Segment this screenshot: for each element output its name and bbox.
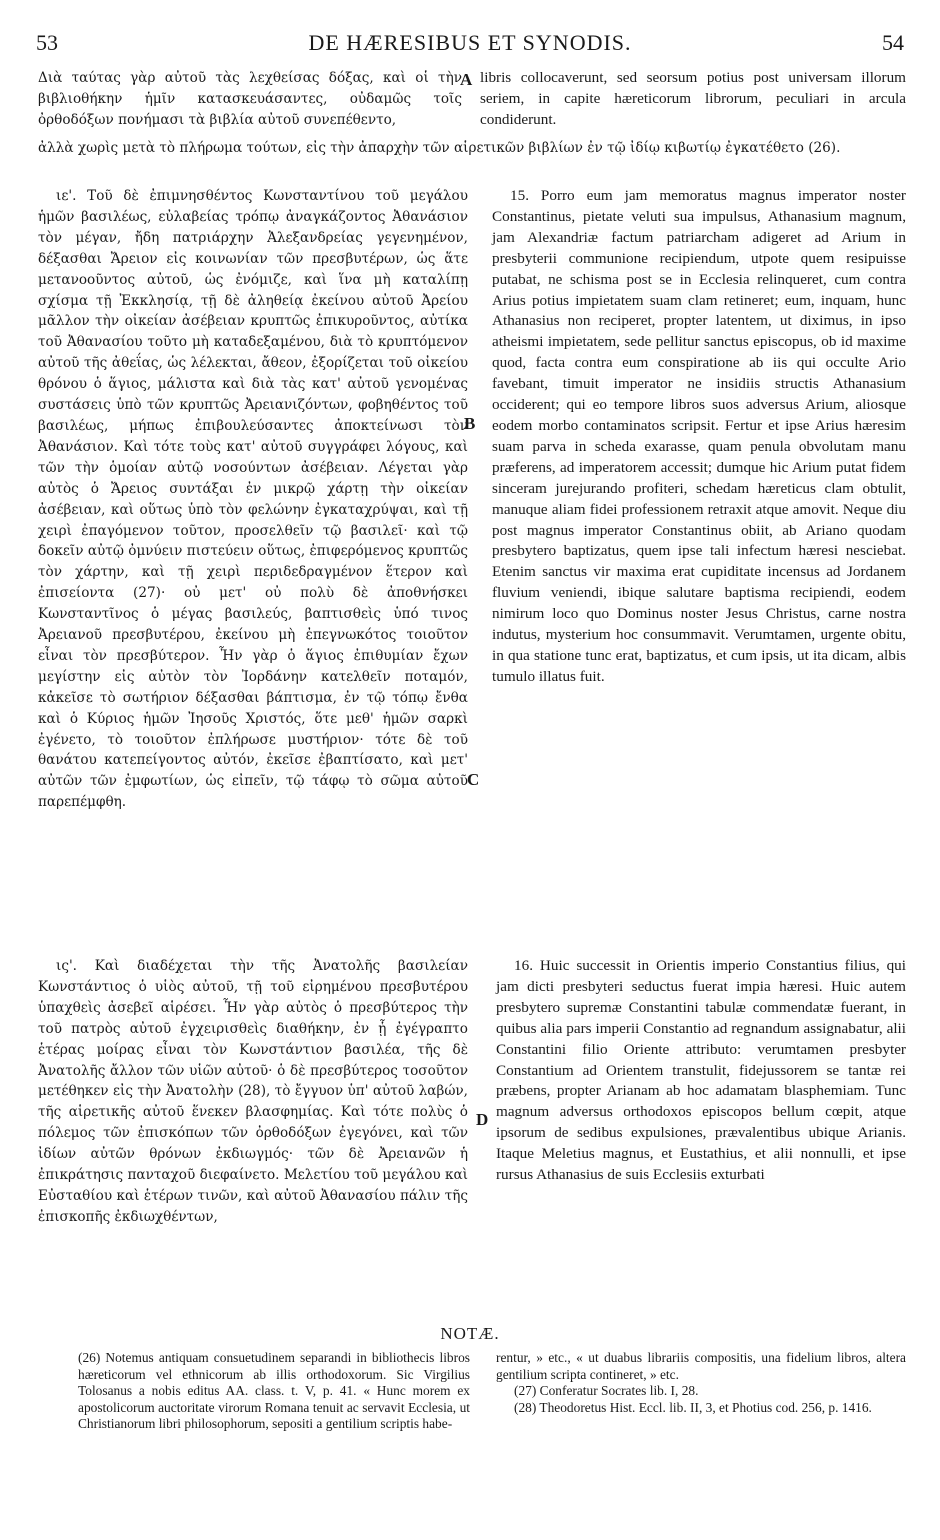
greek-section-16 [38, 956, 468, 1228]
note-28: (28) Theodoretus Hist. Eccl. lib. II, 3, et Photius cod. 256, p. 1416. [514, 1399, 872, 1415]
greek-15-text: ιε'. Τοῦ δὲ ἐπιμνησθέντος Κωνσταντίνου τοῦ μεγάλου ἡμῶν βασιλέως, εὐλαβείας τρόπῳ ἀναγκάζοντος Ἀθανάσιον τὸν μέγαν, ἤδη πατριάρχην Ἀλεξανδρείας γεγενημένον, δέξασθαι Ἄρειον εἰς κοινωνίαν τῶν πρεσβυτέρων, ὡς ἅτε μετανοοῦντος αὐτοῦ, ὡς ἐνόμιζε, καὶ ἵνα μὴ καταλίπῃ σχίσμα τῇ Ἐκκλησίᾳ, τῇ δὲ ἀληθείᾳ ἐκείνου αὐτοῦ Ἀρείου μᾶλλον τὴν οἰκείαν ἀσέβειαν κρυπτῶς ἐπικυροῦντος, αὐτίκα τοῦ Ἀθανασίου τοῦτο μὴ καταδεξαμένου, διὰ τὸ κρυπτόμενον αὐτοῦ τῆς ἀθεΐας, ὡς λέλεκται, ἄθεον, ἐξορίζεται τοῦ οἰκείου θρόνου ὁ ἅγιος, μάλιστα καὶ διὰ τὰς κατ' αὐτοῦ γενομένας συστάσεις ὑπὸ τῶν κρυπτῶς Ἀρειανιζόντων, φοβηθέντος τοῦ βασιλέως, μήπως ἐπιβουλεύσαντες ἀποκτείνωσι τὸν Ἀθανάσιον. Καὶ τότε τοὺς κατ' αὐτοῦ συγγράφει λόγους, καὶ τῶν τὴν ὁμοίαν αὐτῷ νοσούντων ἀσέβειαν. Λέγεται γὰρ αὐτὸς ὁ Ἄρειος συντάξαι ἐν μικρῷ χάρτῃ τὴν οἰκείαν ἀσέβειαν, καὶ οὕτως ὑπὸ τὸν φελώνην ἐγκαταχρύψαι, καὶ τῇ χειρὶ ἐπαγόμενον τοῦτον, προσελθεῖν τῷ βασιλεῖ· καὶ τῷ δοκεῖν αὐτῷ ὀμνύειν πιστεύειν οὕτως, ἐπιφερόμενος κρυπτῶς τὸν χάρτην, καὶ τῇ χειρὶ περιδεδραγμένον ἕτερον καὶ ἐπισείοντα (27)· οὐ μετ' οὐ πολὺ δὲ ἀποθνήσκει Κωνσταντῖνος ὁ μέγας βασιλεύς, βαπτισθεὶς ὑπό τινος Ἀρειανοῦ πρεσβυτέρου, ἐκείνου μὴ ἐπεγνωκότος τοιοῦτον εἶναι τὸν πρεσβύτερον. Ἦν γὰρ ὁ ἅγιος ἐπιθυμίαν ἔχων μεγίστην εἰς αὐτὸν τὸν Ἰορδάνην κατελθεῖν ποταμόν, κἀκεῖσε τὸ σωτήριον δέξασθαι βάπτισμα, ἐν τῷ τόπῳ ἔνθα καὶ ὁ Κύριος ἡμῶν Ἰησοῦς Χριστός, ὅτε μεθ' ἡμῶν σαρκὶ ἐγένετο, τὸ τοιοῦτον ἐπλήρωσε μυστήριον· τότε δὲ τοῦ θανάτου κατεπείγοντος αὐτόν, ἐκεῖσε ἐβαπτίσατο, καὶ μετ' αὐτῶν τῶν ἐμφωτίων, ὡς εἰπεῖν, τῷ τάφῳ τὸ σῶμα αὐτοῦ παρεπέμφθη. [38, 188, 468, 811]
note-26 [78, 1350, 470, 1433]
greek-16-text: ις'. Καὶ διαδέχεται τὴν τῆς Ἀνατολῆς βασιλείαν Κωνστάντιος ὁ υἱὸς αὐτοῦ, τῇ τοῦ εἰρημένου πρεσβυτέρου ὑπαχθεὶς ἀσεβεῖ αἱρέσει. Ἦν γὰρ αὐτὸς ὁ πρεσβύτερος τὴν τοῦ πατρὸς αὐτοῦ ἐγχειρισθεὶς διαθήκην, ἐν ᾗ ἐγέγραπτο ἑτέρας μοίρας εἶναι τὸν Κωνστάντιον βασιλέα, τῆς δὲ Ἀνατολῆς ἄλλον τῶν υἱῶν αὐτοῦ· ὁ δὲ πρεσβύτερος τοσοῦτον μετέθηκεν εἰς τὴν Ἀνατολὴν (28), τὸ ἔγγυον ὑπ' αὐτοῦ λαβών, τῆς αἱρετικῆς αὐτοῦ ἕνεκεν βλασφημίας. Καὶ τότε πολὺς ὁ πόλεμος τῶν ἐπισκόπων τῶν ὀρθοδόξων ἐγεγόνει, καὶ τῶν ἰδίων αὐτῶν θρόνων ἐκδιωγμός· τῶν δὲ Ἀρειανῶν ἡ ἐπικράτησις πανταχοῦ διεφαίνετο. Μελετίου τοῦ μεγάλου καὶ Εὐσταθίου καὶ ἑτέρων τινῶν, καὶ αὐτοῦ Ἀθανασίου πάλιν τῆς ἐπισκοπῆς ἐκδιωχθέντων, [38, 958, 468, 1225]
note-26-continuation: rentur, » etc., « ut duabus librariis compositis, una fidelium libros, altera gentilium scripta contineret, » etc. [496, 1350, 906, 1382]
note-26-text: (26) Notemus antiquam consuetudinem separandi in bibliothecis libros hæreticorum vel ethnicorum ab illis orthodoxorum. Sic Virgilius Tolosanus a nobis editus AA. class. t. V, p. 41. « Hunc morem ex apostolicorum auctoritate virorum Romana tenuit ac servavit Ecclesia, ut Christianorum libri philosophorum, sepositi a gentilium scriptis habe- [78, 1350, 470, 1432]
greek-section-15 [38, 186, 468, 813]
margin-marker-a: A [460, 70, 473, 89]
page-number-right: 54 [882, 30, 904, 55]
margin-marker-c: C [467, 770, 480, 789]
greek-top-text: Διὰ ταύτας γὰρ αὐτοῦ τὰς λεχθείσας δόξας, καὶ οἱ τὴν βιβλιοθήκην ἡμῖν κατασκευάσαντες, οὐδαμῶς τοῖς ὀρθοδόξων πονήμασι τὰ βιβλία αὐτοῦ συνεπέθεντο, [38, 70, 462, 128]
latin-16-text: 16. Huic successit in Orientis imperio Constantius filius, qui jam dicti presbyteri seductus fuerat impia hæresi. Huic autem presbytero supremæ Constantini tabulæ commendatæ fuerant, in quibus alia pars imperii Constantio ad regnandum assignabatur, alii Constantini filio Oriente attributo: verumtamen presbyter Constantium ad Orientem transtulit, fidejussorem se tantæ rei præbens, propter Arianam ab hoc adamatam blasphemiam. Tunc magnum adversus orthodoxos episcopos bellum cœpit, atque ipsorum de sedibus expulsiones, prævalentibus ubique Arianis. Itaque Meletius magnus, et Eustathius, et alii nonnulli, et ipse rursus Athanasius de suis Ecclesiis exturbati [496, 957, 906, 1184]
note-27: (27) Conferatur Socrates lib. I, 28. [514, 1383, 699, 1399]
latin-15-text: 15. Porro eum jam memoratus magnus imperator noster Constantinus, pietate veluti sua impulsus, Athanasium magnum, jam Alexandriæ factum patriarcham adigeret ad Arium in presbyterii communione recipiendum, utpote quem resipuisse putabat, ne schisma post se in Ecclesia relinqueret, cum contra Arius potius impietatem suam clam retineret; eum, inquam, hunc Athanasius non reciperet, propter latentem, ut diximus, in ipso atheismi impietatem, sede pellitur sanctus episcopus, ob id maxime quod, facta contra eum conspiratione ab iis qui occulte Ario favebant, timuit imperator ne insidiis structis Athanasium occiderent; qui eo tempore libros suos adversus Arium, aliosque eodem morbo contaminatos scripsit. Fertur et ipse Arius hæresim suam parva in scheda exarasse, quam penula obvolutam manu præferens, ad imperatorem accessit; dumque hic Arium putat fidem sinceram jurejurando profiteri, schedam hæreticus clam obtulit, manuque aliam fidei professionem retraxit atque amovit. Neque diu post magnus imperator Constantinus obiit, ab Ariano quodam presbytero baptizatus, quem ipse tali infectum hæresi nesciebat. Etenim sanctus vir maxima erat cupiditate incensus ad Jordanem fluvium veniendi, ibique salutare baptisma recipiendi, eodem nimirum loco quo Dominus noster Jesus Christus, carne nostra indutus, mysterium hoc consummavit. Verumtamen, urgente obitu, in qua statione tunc erat, baptizatus, et cum ipsis, ut ita dicam, albis tumulo illatus fuit. [492, 187, 906, 685]
latin-section-15 [492, 186, 906, 688]
notes-heading: NOTÆ. [440, 1324, 500, 1343]
greek-top-paragraph [38, 68, 462, 131]
latin-top-paragraph [480, 68, 906, 131]
notes-right-column [496, 1350, 906, 1416]
latin-top-text: libris collocaverunt, sed seorsum potius post universam illorum seriem, in capite hæreticorum librorum, peculiari in arcula condiderunt. [480, 69, 906, 128]
running-title: DE HÆRESIBUS ET SYNODIS. [308, 30, 632, 55]
latin-section-16 [496, 956, 906, 1186]
margin-marker-b: B [464, 414, 476, 433]
running-header [30, 30, 910, 60]
margin-marker-d: D [476, 1110, 489, 1129]
page-number-left: 53 [36, 30, 58, 55]
greek-full-width-line [38, 138, 906, 159]
greek-full-text: ἀλλὰ χωρὶς μετὰ τὸ πλήρωμα τούτων, εἰς τὴν ἀπαρχὴν τῶν αἱρετικῶν βιβλίων ἐν τῷ ἰδίῳ κιβωτίῳ ἐγκατέθετο (26). [38, 140, 841, 156]
